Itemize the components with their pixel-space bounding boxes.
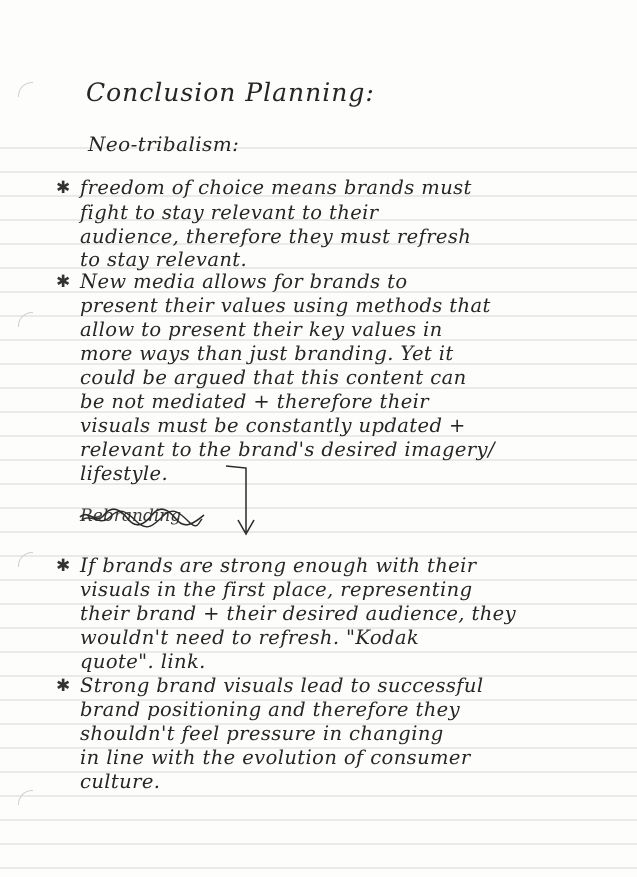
note-line: lifestyle. — [80, 462, 169, 485]
scribble-strikethrough — [78, 505, 208, 529]
note-line: culture. — [80, 770, 161, 793]
note-line: more ways than just branding. Yet it — [80, 342, 454, 365]
note-line: could be argued that this content can — [80, 366, 467, 389]
note-line: audience, therefore they must refresh — [80, 225, 472, 248]
down-arrow-icon — [222, 462, 262, 540]
note-line: in line with the evolution of consumer — [80, 746, 471, 769]
note-line: present their values using methods that — [80, 294, 491, 317]
note-line: New media allows for brands to — [80, 270, 408, 293]
note-line: to stay relevant. — [80, 248, 248, 271]
note-line: visuals must be constantly updated + — [80, 414, 466, 437]
note-line: be not mediated + therefore their — [80, 390, 430, 413]
note-line: If brands are strong enough with their — [80, 554, 477, 577]
bullet-star-icon: ✱ — [56, 178, 71, 198]
bullet-star-icon: ✱ — [56, 556, 71, 576]
note-line: relevant to the brand's desired imagery/ — [80, 438, 495, 461]
bullet-star-icon: ✱ — [56, 676, 71, 696]
note-line: quote". link. — [80, 650, 206, 673]
note-line: wouldn't need to refresh. "Kodak — [80, 626, 420, 649]
note-line: fight to stay relevant to their — [80, 201, 379, 224]
page-title: Conclusion Planning: — [86, 78, 375, 107]
note-line: their brand + their desired audience, they — [80, 602, 517, 625]
note-line: freedom of choice means brands must — [80, 176, 472, 199]
section-heading: Neo-tribalism: — [88, 132, 240, 156]
note-line: allow to present their key values in — [80, 318, 443, 341]
note-line: brand positioning and therefore they — [80, 698, 461, 721]
note-line: shouldn't feel pressure in changing — [80, 722, 444, 745]
note-line: visuals in the first place, representing — [80, 578, 473, 601]
note-line: Strong brand visuals lead to successful — [80, 674, 484, 697]
crossed-out-word: Rebranding — [80, 506, 182, 526]
bullet-star-icon: ✱ — [56, 272, 71, 292]
